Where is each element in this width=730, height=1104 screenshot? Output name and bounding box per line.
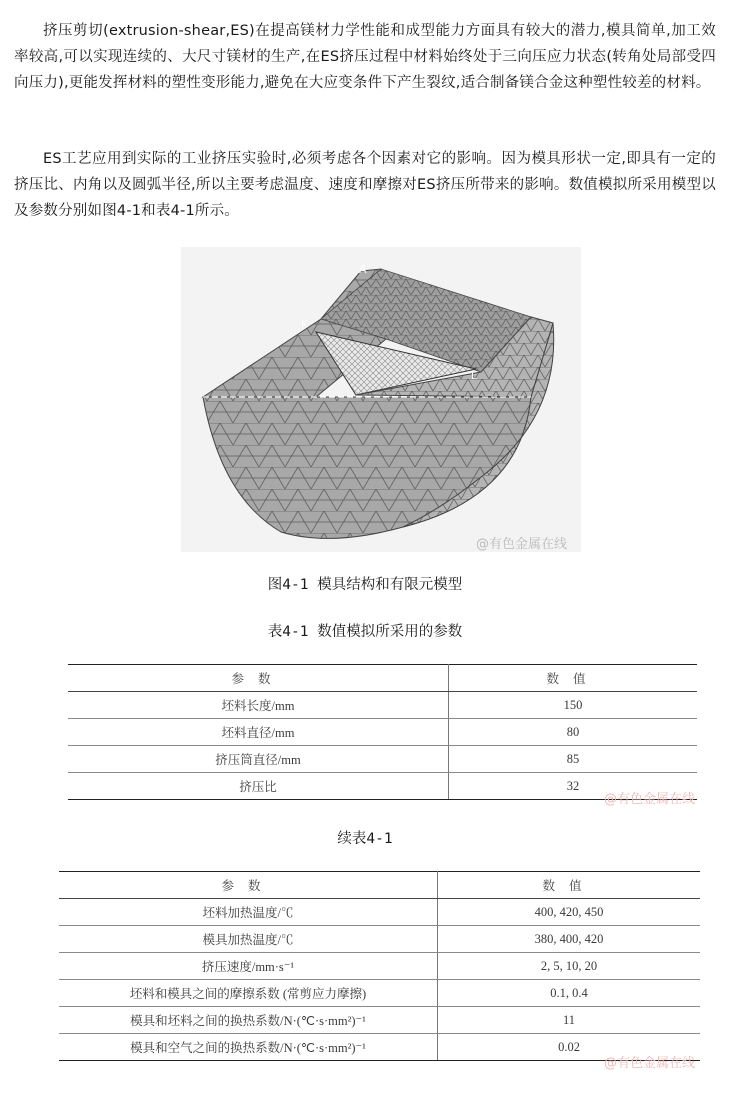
table-row — [68, 719, 697, 746]
param-name: 挤压筒直径/mm — [68, 746, 449, 773]
param-value: 85 — [449, 746, 698, 773]
param-value: 32 — [449, 773, 698, 800]
param-value: 80 — [449, 719, 698, 746]
table-header-row — [68, 665, 697, 692]
figure-watermark: @有色金属在线 — [476, 537, 568, 552]
header-parameter: 参数 — [68, 665, 449, 692]
table-row — [59, 980, 700, 1007]
fem-model-figure — [181, 247, 581, 552]
param-name: 模具和坯料之间的换热系数/N·(℃·s·mm²)⁻¹ — [59, 1007, 438, 1034]
table1-watermark: @有色金属在线 — [604, 792, 696, 807]
table2-caption: 续表4-1 — [337, 831, 393, 847]
param-value: 380, 400, 420 — [438, 926, 701, 953]
param-name: 挤压比 — [68, 773, 449, 800]
table-row — [68, 692, 697, 719]
parameters-table — [68, 664, 697, 800]
table-row — [59, 953, 700, 980]
param-name: 坯料和模具之间的摩擦系数 (常剪应力摩擦) — [59, 980, 438, 1007]
param-name: 坯料加热温度/℃ — [59, 899, 438, 926]
table1-caption: 表4-1 数值模拟所采用的参数 — [267, 624, 463, 640]
param-name: 坯料直径/mm — [68, 719, 449, 746]
param-name: 模具加热温度/℃ — [59, 926, 438, 953]
figure-caption: 图4-1 模具结构和有限元模型 — [267, 577, 463, 593]
header-value: 数值 — [449, 665, 698, 692]
intro-paragraph-2: ES工艺应用到实际的工业挤压实验时,必须考虑各个因素对它的影响。因为模具形状一定,即具有一定的挤压比、内角以及圆弧半径,所以主要考虑温度、速度和摩擦对ES挤压所带来的影响。数值模拟所采用模型以及参数分别如图4-1和表4-1所示。 — [14, 151, 716, 219]
param-name: 模具和空气之间的换热系数/N·(℃·s·mm²)⁻¹ — [59, 1034, 438, 1061]
param-value: 0.02 — [438, 1034, 701, 1061]
table-row — [68, 746, 697, 773]
svg-text:L: L — [471, 371, 477, 382]
param-name: 坯料长度/mm — [68, 692, 449, 719]
svg-text:A: A — [359, 263, 367, 276]
param-value: 2, 5, 10, 20 — [438, 953, 701, 980]
header-parameter: 参数 — [59, 872, 438, 899]
table-header-row — [59, 872, 700, 899]
table-row — [68, 773, 697, 800]
table-row — [59, 926, 700, 953]
param-value: 400, 420, 450 — [438, 899, 701, 926]
param-value: 11 — [438, 1007, 701, 1034]
header-value: 数值 — [438, 872, 701, 899]
intro-paragraph-1: 挤压剪切(extrusion-shear,ES)在提高镁材力学性能和成型能力方面具有较大的潜力,模具简单,加工效率较高,可以实现连续的、大尺寸镁材的生产,在ES挤压过程中材料始终处于三向压应力状态(转角处局部受四向压力),更能发挥材料的塑性变形能力,避免在大应变条件下产生裂纹,适合制备镁合金这种塑性较差的材料。 — [14, 23, 716, 91]
parameters-table-continued — [59, 871, 700, 1061]
param-value: 0.1, 0.4 — [438, 980, 701, 1007]
svg-text:·K: ·K — [298, 319, 308, 330]
table2-watermark: @有色金属在线 — [604, 1056, 696, 1071]
table-row — [59, 899, 700, 926]
die-mesh-illustration — [181, 247, 581, 552]
param-name: 挤压速度/mm·s⁻¹ — [59, 953, 438, 980]
table-row — [59, 1007, 700, 1034]
param-value: 150 — [449, 692, 698, 719]
